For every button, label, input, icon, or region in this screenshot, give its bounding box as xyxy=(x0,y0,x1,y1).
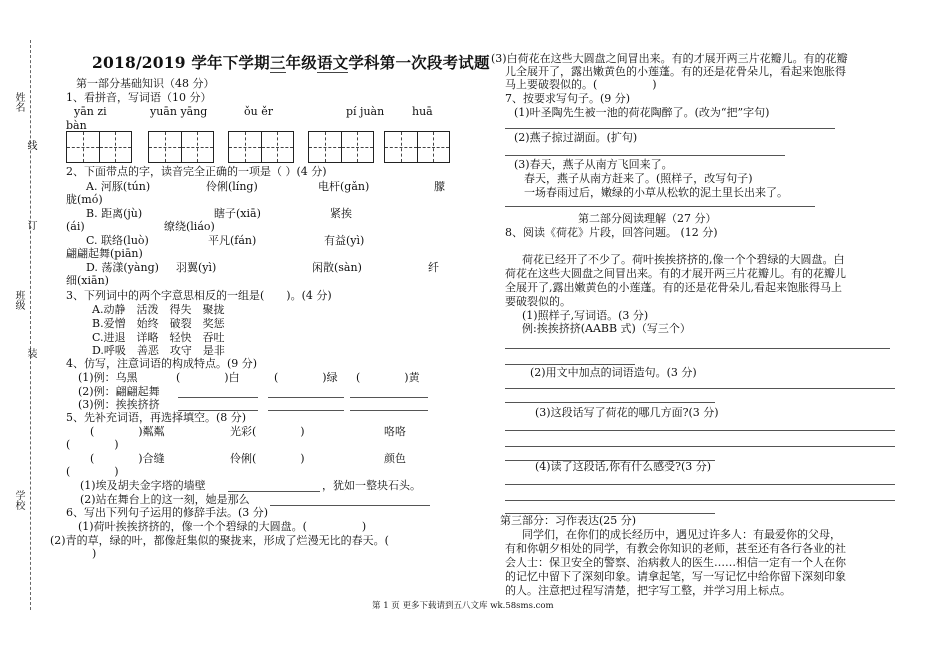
pinyin-1: yān zi xyxy=(74,105,107,118)
q4-3-example: (3)例：挨挨挤挤 xyxy=(78,398,160,411)
answer-line[interactable] xyxy=(350,397,428,398)
writing-grid-2[interactable] xyxy=(148,131,214,163)
q5-word-6: 颜色 xyxy=(384,452,406,465)
q8-4: (4)读了这段话,你有什么感受?(3 分) xyxy=(535,460,712,473)
answer-line[interactable] xyxy=(505,500,895,501)
q5-sentence-2: (2)站在舞台上的这一刻，她是那么 xyxy=(80,493,250,506)
question-5: 5、先补充词语，再选择填空。(8 分) xyxy=(66,411,247,424)
side-label-bind: 装 xyxy=(25,348,36,358)
q6-2: (2)青的草，绿的叶，都像赶集似的聚拢来，形成了烂漫无比的春天。( xyxy=(50,534,389,547)
writing-grid-3[interactable] xyxy=(228,131,294,163)
answer-line[interactable] xyxy=(505,364,635,365)
q3-option-a: A.动静 活泼 得失 聚拢 xyxy=(92,303,225,316)
answer-line[interactable] xyxy=(505,430,895,431)
q2-option-c-2: 平凡(fán) xyxy=(208,234,257,247)
answer-line[interactable] xyxy=(178,397,258,398)
title-part2: 年级 xyxy=(285,53,317,72)
q6-2-wrap: ) xyxy=(92,547,97,560)
title-subject: 语文 xyxy=(316,53,349,72)
q5-word-1: ( )粼粼 xyxy=(90,425,165,438)
q5-word-6-blank: ( ) xyxy=(66,465,119,478)
side-label-seal: 订 xyxy=(25,220,36,230)
pinyin-4: pí juàn xyxy=(346,105,385,118)
answer-line[interactable] xyxy=(268,397,344,398)
question-8: 8、阅读《荷花》片段，回答问题。 (12 分) xyxy=(505,226,718,239)
q2-option-b-2: 瞎子(xiā) xyxy=(214,207,261,220)
pinyin-2: yuān yāng xyxy=(150,105,208,118)
part2-heading: 第二部分阅读理解（27 分） xyxy=(578,212,717,225)
pinyin-wrap: bàn xyxy=(66,119,87,132)
q2-option-d-wrap: 细(xiān) xyxy=(66,274,109,287)
q2-option-b-3: 紧挨 xyxy=(330,207,352,220)
essay-line-1: 同学们，在你们的成长经历中，遇见过许多人：有最爱你的父母， xyxy=(522,528,841,541)
side-label-class: 班级 xyxy=(13,290,24,310)
q5-word-3: 咯咯 xyxy=(384,425,406,438)
q4-1-example: (1)例：乌黑 xyxy=(78,371,138,384)
q4-1-blank-c: ( )绿 xyxy=(274,371,338,384)
answer-line[interactable] xyxy=(505,348,890,349)
q2-option-a-4: 朦 xyxy=(434,180,445,193)
q8-1: (1)照样子,写词语。(3 分) xyxy=(522,309,649,322)
side-label-name: 姓名 xyxy=(13,92,24,112)
q4-1-blank-b: ( )白 xyxy=(176,371,240,384)
q2-option-a-2: 伶俐(líng) xyxy=(206,180,258,193)
passage-line-4: 要破裂似的。 xyxy=(505,295,571,308)
q7-3-line-3: 一场春雨过后，嫩绿的小草从松软的泥土里长出来了。 xyxy=(524,186,788,199)
q2-option-a-1: A. 河豚(tún) xyxy=(86,180,151,193)
q8-1-example: 例:挨挨挤挤(AABB 式)（写三个） xyxy=(522,322,691,335)
answer-line[interactable] xyxy=(505,484,895,485)
q2-option-d-2: 羽翼(yì) xyxy=(176,261,217,274)
answer-line[interactable] xyxy=(505,388,895,389)
q6-1: (1)荷叶挨挨挤挤的，像一个个碧绿的大圆盘。( ) xyxy=(78,520,367,533)
side-label-school: 学校 xyxy=(13,490,24,510)
passage-line-1: 荷花已经开了不少了。荷叶挨挨挤挤的,像一个个碧绿的大圆盘。白 xyxy=(522,253,845,266)
writing-grid-1[interactable] xyxy=(66,131,132,163)
part1-heading: 第一部分基础知识（48 分） xyxy=(76,77,215,90)
question-4: 4、仿写，注意词语的构成特点。(9 分) xyxy=(66,357,258,370)
essay-line-4: 的记忆中留下了深刻印象。请拿起笔，写一写记忆中给你留下深刻印象 xyxy=(505,570,846,583)
q2-option-c-1: C. 联络(luò) xyxy=(86,234,149,247)
q2-option-d-4: 纤 xyxy=(428,261,439,274)
answer-line[interactable] xyxy=(270,505,430,506)
q3-option-b: B.爱憎 始终 破裂 奖惩 xyxy=(92,317,225,330)
essay-line-3: 会人士：保卫安全的警察、治病救人的医生……相信一定有一个人在你 xyxy=(505,556,846,569)
passage-line-3: 全展开了,露出嫩黄色的小莲蓬。有的还是花骨朵儿,看起来饱胀得马上 xyxy=(505,281,842,294)
essay-line-2: 有和你朝夕相处的同学，有教会你知识的老师，甚至还有各行各业的社 xyxy=(505,542,846,555)
q5-word-2: 光彩( ) xyxy=(230,425,305,438)
q2-option-b-1: B. 距离(jù) xyxy=(86,207,143,220)
part3-heading: 第三部分：习作表达(25 分) xyxy=(500,514,637,527)
answer-line[interactable] xyxy=(268,410,344,411)
q6-3-line-2: 儿全展开了，露出嫩黄色的小莲蓬。有的还是花骨朵儿，看起来饱胀得 xyxy=(505,65,846,78)
q5-word-3-blank: ( ) xyxy=(66,438,119,451)
q8-2: (2)用文中加点的词语造句。(3 分) xyxy=(530,366,697,379)
pinyin-5: huā xyxy=(412,105,433,118)
page-footer: 第 1 页 更多下载请到五八文库 wk.58sms.com xyxy=(372,601,554,611)
q2-option-b-wrap1: (ái) xyxy=(66,220,85,233)
question-6: 6、写出下列句子运用的修辞手法。(3 分) xyxy=(66,506,269,519)
q2-option-d-1: D. 荡漾(yàng) xyxy=(86,261,159,274)
answer-line[interactable] xyxy=(505,402,715,403)
binding-line xyxy=(30,40,31,610)
title-part3: 学科第一次段考试题 xyxy=(348,53,490,72)
answer-line[interactable] xyxy=(505,206,815,207)
q4-2-example: (2)例：翩翩起舞 xyxy=(78,385,160,398)
exam-title xyxy=(92,53,490,73)
q5-sentence-1-start: (1)埃及胡夫金字塔的墙壁 xyxy=(80,479,206,492)
answer-line[interactable] xyxy=(228,491,320,492)
writing-grid-5[interactable] xyxy=(384,131,450,163)
q5-sentence-1-end: ，犹如一整块石头。 xyxy=(322,479,421,492)
q7-3-line-2: 春天，燕子从南方赶来了。(照样子，改写句子) xyxy=(524,172,753,185)
q2-option-a-3: 电杆(gǎn) xyxy=(318,180,370,193)
q2-option-d-3: 闲散(sàn) xyxy=(312,261,362,274)
q7-1: (1)叶圣陶先生被一池的荷花陶醉了。(改为“把”字句) xyxy=(514,106,770,119)
title-part1: 2018/2019 学年下学期 xyxy=(92,53,270,72)
answer-line[interactable] xyxy=(350,410,428,411)
q6-3-line-3: 马上要破裂似的。( ) xyxy=(505,78,657,91)
side-label-line: 线 xyxy=(25,140,36,150)
question-1: 1、看拼音，写词语（10 分） xyxy=(66,91,212,104)
answer-line[interactable] xyxy=(505,155,785,156)
q6-3-line-1: (3)白荷花在这些大圆盘之间冒出来。有的才展开两三片花瓣儿。有的花瓣 xyxy=(491,52,848,65)
question-2: 2、下面带点的字，读音完全正确的一项是（ ）(4 分) xyxy=(66,165,327,178)
q7-2: (2)燕子掠过湖面。(扩句) xyxy=(514,131,638,144)
q2-option-c-wrap: 翩翩起舞(piān) xyxy=(66,247,143,260)
q5-word-5: 伶俐( ) xyxy=(230,452,305,465)
q4-1-blank-d: ( )黄 xyxy=(356,371,420,384)
q5-word-4: ( )合缝 xyxy=(90,452,165,465)
answer-line[interactable] xyxy=(505,446,895,447)
q8-3: (3)这段话写了荷花的哪几方面?(3 分) xyxy=(535,406,719,419)
q2-option-a-wrap: 胧(mó) xyxy=(66,193,103,206)
writing-grid-4[interactable] xyxy=(308,131,374,163)
title-grade: 三 xyxy=(269,53,286,72)
q7-3-line-1: (3)春天，燕子从南方飞回来了。 xyxy=(514,158,673,171)
q3-option-c: C.进退 详略 轻快 吞吐 xyxy=(92,331,225,344)
q3-option-d: D.呼吸 善恶 攻守 是非 xyxy=(92,344,225,357)
q2-option-c-3: 有益(yì) xyxy=(324,234,365,247)
question-3: 3、下列词中的两个字意思相反的一组是( )。(4 分) xyxy=(66,289,332,302)
pinyin-3: ǒu ěr xyxy=(244,105,273,118)
answer-line[interactable] xyxy=(505,128,835,129)
passage-line-2: 荷花在这些大圆盘之间冒出来。有的才展开两三片花瓣儿。有的花瓣儿 xyxy=(505,267,846,280)
question-7: 7、按要求写句子。(9 分) xyxy=(505,92,631,105)
essay-line-5: 的人。注意把过程写清楚，把字写工整，并学习用上标点。 xyxy=(505,584,791,597)
q2-option-b-wrap2: 缭绕(liáo) xyxy=(164,220,215,233)
